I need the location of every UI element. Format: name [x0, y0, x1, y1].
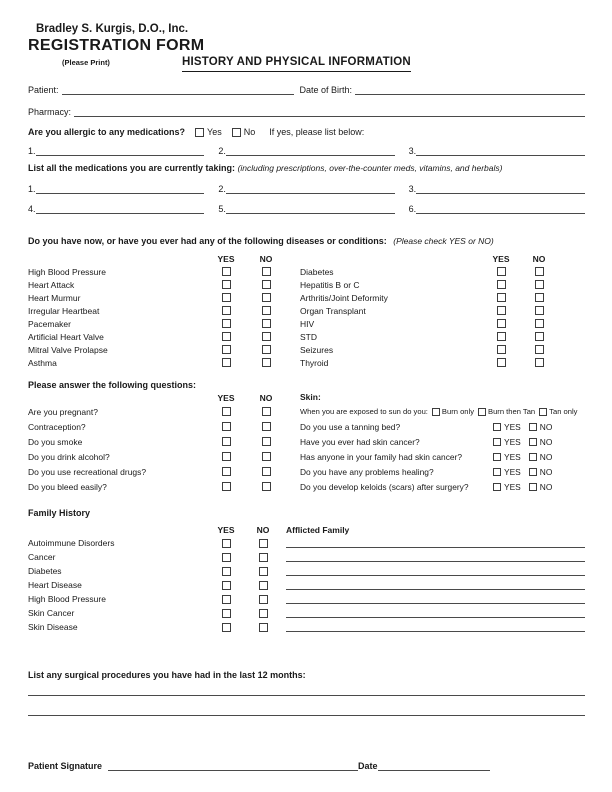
sun-tan-only-checkbox[interactable] [539, 408, 547, 416]
allergy-question: Are you allergic to any medications? [28, 127, 186, 137]
question-yes-checkbox[interactable] [222, 467, 231, 476]
disease-label: Arthritis/Joint Deformity [300, 292, 388, 303]
skin-yes-checkbox[interactable] [493, 438, 501, 446]
family-history-row [28, 564, 585, 578]
skin-section [300, 391, 585, 494]
medication-input-line[interactable] [226, 183, 395, 194]
disease-row [300, 317, 585, 330]
question-row [28, 464, 300, 479]
family-no-checkbox[interactable] [259, 609, 268, 618]
family-no-checkbox[interactable] [259, 567, 268, 576]
medications-note: (including prescriptions, over-the-counter meds, vitamins, and herbals) [237, 163, 503, 173]
disease-yes-checkbox[interactable] [497, 267, 506, 276]
question-no-checkbox[interactable] [262, 452, 271, 461]
pharmacy-row [28, 106, 585, 117]
questions-heading: Please answer the following questions: [28, 380, 197, 390]
question-row [28, 404, 300, 419]
family-yes-checkbox[interactable] [222, 623, 231, 632]
family-yes-checkbox[interactable] [222, 553, 231, 562]
family-yes-checkbox[interactable] [222, 567, 231, 576]
afflicted-family-input-line[interactable] [286, 623, 585, 632]
skin-no-label: NO [539, 466, 553, 477]
dob-input-line[interactable] [355, 84, 585, 95]
form-header [28, 22, 585, 70]
disease-yes-checkbox[interactable] [222, 293, 231, 302]
disease-yes-checkbox[interactable] [497, 306, 506, 315]
disease-yes-checkbox[interactable] [222, 358, 231, 367]
disease-yes-checkbox[interactable] [497, 358, 506, 367]
allergy-no-checkbox[interactable] [232, 128, 241, 137]
family-yes-checkbox[interactable] [222, 609, 231, 618]
disease-yes-checkbox[interactable] [222, 332, 231, 341]
diseases-no-header: NO [259, 254, 273, 264]
afflicted-family-input-line[interactable] [286, 567, 585, 576]
skin-yes-checkbox[interactable] [493, 453, 501, 461]
skin-sun-row [300, 404, 585, 419]
medication-input-line[interactable] [36, 183, 205, 194]
skin-no-checkbox[interactable] [529, 453, 537, 461]
family-no-checkbox[interactable] [259, 539, 268, 548]
medication-input-line[interactable] [416, 183, 585, 194]
disease-row [28, 317, 300, 330]
disease-row [28, 356, 300, 369]
disease-row [300, 265, 585, 278]
disease-no-checkbox[interactable] [535, 358, 544, 367]
skin-no-checkbox[interactable] [529, 468, 537, 476]
sun-option-label: Burn only [441, 407, 475, 416]
dob-label: Date of Birth: [299, 85, 353, 95]
allergy-no-label: No [243, 127, 256, 137]
surgical-input-line[interactable] [28, 715, 585, 716]
disease-yes-checkbox[interactable] [222, 306, 231, 315]
family-history-heading: Family History [28, 508, 91, 518]
disease-yes-checkbox[interactable] [497, 280, 506, 289]
question-label: Are you pregnant? [28, 406, 98, 417]
skin-yes-label: YES [504, 481, 521, 492]
family-yes-checkbox[interactable] [222, 539, 231, 548]
sun-burn-then-tan-checkbox[interactable] [478, 408, 486, 416]
disease-label: Asthma [28, 357, 57, 368]
sun-option-label: Tan only [549, 407, 578, 416]
medication-line-number: 2. [218, 184, 226, 194]
diseases-table [28, 253, 585, 369]
disease-yes-checkbox[interactable] [497, 332, 506, 341]
signature-input-line[interactable] [108, 760, 358, 771]
disease-no-checkbox[interactable] [535, 345, 544, 354]
skin-question-label: Has anyone in your family had skin cancer? [300, 451, 462, 462]
skin-no-label: NO [539, 481, 553, 492]
disease-no-checkbox[interactable] [262, 319, 271, 328]
skin-yes-label: YES [504, 466, 521, 477]
afflicted-family-input-line[interactable] [286, 609, 585, 618]
questions-skin-area [28, 391, 585, 494]
form-title: REGISTRATION FORM [28, 37, 205, 54]
disease-no-checkbox[interactable] [535, 280, 544, 289]
skin-question-label: Have you ever had skin cancer? [300, 436, 420, 447]
allergy-yes-label: Yes [207, 127, 222, 137]
medication-input-line[interactable] [226, 203, 395, 214]
date-input-line[interactable] [378, 760, 490, 771]
disease-label: Diabetes [300, 266, 334, 277]
allergy-yes-checkbox[interactable] [195, 128, 204, 137]
disease-label: Heart Attack [28, 279, 75, 290]
family-yes-header: YES [217, 524, 235, 535]
question-label: Do you bleed easily? [28, 481, 107, 492]
allergy-input-line[interactable] [226, 145, 395, 156]
skin-question-row [300, 479, 585, 494]
allergy-note: If yes, please list below: [269, 127, 365, 137]
sun-burn-only-checkbox[interactable] [432, 408, 440, 416]
question-label: Do you drink alcohol? [28, 451, 110, 462]
family-history-row [28, 536, 585, 550]
diseases-heading [28, 236, 585, 247]
disease-no-checkbox[interactable] [262, 332, 271, 341]
diseases-yes-header: YES [217, 254, 235, 264]
allergy-lines-row [28, 145, 585, 156]
afflicted-family-input-line[interactable] [286, 553, 585, 562]
patient-signature-label: Patient Signature [28, 761, 103, 771]
family-history-row [28, 620, 585, 634]
skin-question-label: Do you use a tanning bed? [300, 421, 401, 432]
family-yes-checkbox[interactable] [222, 595, 231, 604]
question-yes-checkbox[interactable] [222, 422, 231, 431]
disease-label: Organ Transplant [300, 305, 366, 316]
patient-label: Patient: [28, 85, 59, 95]
skin-no-label: NO [539, 436, 553, 447]
disease-row [300, 330, 585, 343]
disease-no-checkbox[interactable] [262, 358, 271, 367]
diseases-heading-text: Do you have now, or have you ever had any of the following diseases or conditions: [28, 236, 387, 246]
allergy-line-number: 2. [218, 146, 226, 156]
skin-no-checkbox[interactable] [529, 483, 537, 491]
medications-row-1 [28, 183, 585, 194]
afflicted-family-input-line[interactable] [286, 581, 585, 590]
disease-row [28, 291, 300, 304]
disease-no-checkbox[interactable] [535, 319, 544, 328]
disease-label: STD [300, 331, 317, 342]
skin-yes-checkbox[interactable] [493, 423, 501, 431]
medications-row-2 [28, 203, 585, 214]
pharmacy-label: Pharmacy: [28, 107, 72, 117]
patient-input-line[interactable] [62, 84, 294, 95]
skin-yes-label: YES [504, 436, 521, 447]
disease-row [28, 343, 300, 356]
disease-yes-checkbox[interactable] [497, 293, 506, 302]
disease-yes-checkbox[interactable] [222, 280, 231, 289]
skin-yes-label: YES [504, 451, 521, 462]
skin-yes-label: YES [504, 421, 521, 432]
skin-no-checkbox[interactable] [529, 423, 537, 431]
skin-no-checkbox[interactable] [529, 438, 537, 446]
sun-option-label: Burn then Tan [488, 407, 536, 416]
disease-yes-checkbox[interactable] [222, 345, 231, 354]
surgical-heading: List any surgical procedures you have had in the last 12 months: [28, 670, 306, 680]
diseases-no-header: NO [532, 254, 546, 264]
question-label: Contraception? [28, 421, 86, 432]
skin-sun-question: When you are exposed to sun do you: [300, 407, 428, 416]
disease-row [28, 265, 300, 278]
signature-row [28, 758, 585, 771]
family-history-row [28, 578, 585, 592]
disease-no-checkbox[interactable] [535, 267, 544, 276]
question-yes-checkbox[interactable] [222, 407, 231, 416]
family-no-checkbox[interactable] [259, 553, 268, 562]
disease-label: High Blood Pressure [28, 266, 106, 277]
disease-label: Seizures [300, 344, 334, 355]
skin-no-label: NO [539, 451, 553, 462]
skin-question-label: Do you have any problems healing? [300, 466, 434, 477]
page-title: HISTORY AND PHYSICAL INFORMATION [182, 55, 411, 72]
skin-question-row [300, 434, 585, 449]
family-condition-label: Cancer [28, 552, 56, 562]
skin-heading: Skin: [300, 392, 321, 402]
disease-yes-checkbox[interactable] [497, 345, 506, 354]
question-yes-checkbox[interactable] [222, 482, 231, 491]
family-history-row [28, 592, 585, 606]
family-no-checkbox[interactable] [259, 623, 268, 632]
skin-question-label: Do you develop keloids (scars) after surgery? [300, 481, 469, 492]
question-label: Do you use recreational drugs? [28, 466, 147, 477]
family-condition-label: Skin Cancer [28, 608, 75, 618]
question-no-checkbox[interactable] [262, 437, 271, 446]
disease-row [28, 304, 300, 317]
disease-no-checkbox[interactable] [262, 267, 271, 276]
family-history-row [28, 550, 585, 564]
practice-name: Bradley S. Kurgis, D.O., Inc. [36, 23, 189, 35]
family-no-checkbox[interactable] [259, 581, 268, 590]
disease-no-checkbox[interactable] [262, 293, 271, 302]
questions-table [28, 391, 300, 494]
medication-line-number: 6. [408, 204, 417, 214]
medication-input-line[interactable] [416, 203, 585, 214]
disease-row [300, 278, 585, 291]
question-yes-checkbox[interactable] [222, 437, 231, 446]
surgical-input-line[interactable] [28, 695, 585, 696]
family-condition-label: Heart Disease [28, 580, 82, 590]
disease-row [28, 278, 300, 291]
disease-label: Thyroid [300, 357, 329, 368]
question-no-checkbox[interactable] [262, 467, 271, 476]
disease-row [300, 343, 585, 356]
questions-yes-header: YES [217, 392, 235, 403]
questions-no-header: NO [259, 392, 273, 403]
question-no-checkbox[interactable] [262, 422, 271, 431]
diseases-heading-note: (Please check YES or NO) [393, 236, 494, 246]
disease-label: Pacemaker [28, 318, 71, 329]
disease-label: Irregular Heartbeat [28, 305, 100, 316]
disease-no-checkbox[interactable] [262, 345, 271, 354]
medication-line-number: 5. [218, 204, 226, 214]
afflicted-family-input-line[interactable] [286, 595, 585, 604]
allergy-question-row [28, 126, 585, 138]
disease-no-checkbox[interactable] [535, 332, 544, 341]
diseases-yes-header: YES [492, 254, 510, 264]
family-condition-label: Diabetes [28, 566, 62, 576]
disease-row [300, 304, 585, 317]
patient-row [28, 84, 585, 95]
disease-row [28, 330, 300, 343]
skin-question-row [300, 449, 585, 464]
question-row [28, 479, 300, 494]
family-no-checkbox[interactable] [259, 595, 268, 604]
disease-no-checkbox[interactable] [535, 306, 544, 315]
family-no-header: NO [256, 524, 270, 535]
question-yes-checkbox[interactable] [222, 452, 231, 461]
family-condition-label: Skin Disease [28, 622, 78, 632]
question-row [28, 419, 300, 434]
disease-no-checkbox[interactable] [262, 280, 271, 289]
medication-line-number: 4. [28, 204, 36, 214]
family-condition-label: High Blood Pressure [28, 594, 106, 604]
pharmacy-input-line[interactable] [74, 106, 585, 117]
skin-question-row [300, 464, 585, 479]
disease-label: HIV [300, 318, 315, 329]
disease-label: Hepatitis B or C [300, 279, 360, 290]
medication-line-number: 3. [408, 184, 417, 194]
allergy-line-number: 1. [28, 146, 36, 156]
print-note: (Please Print) [62, 58, 110, 67]
disease-row [300, 291, 585, 304]
medication-input-line[interactable] [36, 203, 205, 214]
family-history-table [28, 523, 585, 634]
allergy-line-number: 3. [408, 146, 417, 156]
medications-label: List all the medications you are currently taking: [28, 163, 236, 173]
afflicted-family-input-line[interactable] [286, 539, 585, 548]
disease-yes-checkbox[interactable] [497, 319, 506, 328]
disease-label: Artificial Heart Valve [28, 331, 104, 342]
medications-heading [28, 163, 585, 174]
question-row [28, 434, 300, 449]
allergy-input-line[interactable] [416, 145, 585, 156]
disease-yes-checkbox[interactable] [222, 319, 231, 328]
disease-row [300, 356, 585, 369]
date-label: Date [358, 761, 378, 771]
question-no-checkbox[interactable] [262, 482, 271, 491]
family-yes-checkbox[interactable] [222, 581, 231, 590]
question-label: Do you smoke [28, 436, 83, 447]
disease-no-checkbox[interactable] [262, 306, 271, 315]
disease-label: Mitral Valve Prolapse [28, 344, 108, 355]
skin-yes-checkbox[interactable] [493, 483, 501, 491]
family-history-row [28, 606, 585, 620]
disease-label: Heart Murmur [28, 292, 81, 303]
skin-yes-checkbox[interactable] [493, 468, 501, 476]
disease-yes-checkbox[interactable] [222, 267, 231, 276]
afflicted-family-header: Afflicted Family [286, 524, 350, 535]
disease-no-checkbox[interactable] [535, 293, 544, 302]
question-row [28, 449, 300, 464]
allergy-input-line[interactable] [36, 145, 205, 156]
medication-line-number: 1. [28, 184, 36, 194]
skin-question-row [300, 419, 585, 434]
skin-no-label: NO [539, 421, 553, 432]
question-no-checkbox[interactable] [262, 407, 271, 416]
family-condition-label: Autoimmune Disorders [28, 538, 115, 548]
